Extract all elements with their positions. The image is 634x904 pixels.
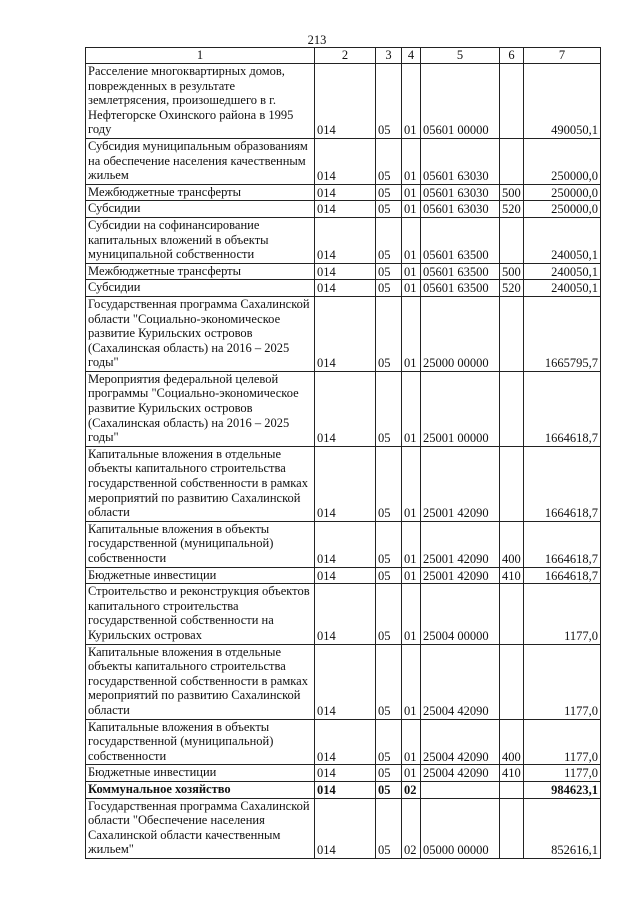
table-row xyxy=(86,371,601,446)
row-subsection-cell: 01 xyxy=(402,644,421,719)
row-subsection-cell: 01 xyxy=(402,567,421,584)
table-row xyxy=(86,719,601,765)
row-section-cell: 05 xyxy=(376,584,402,644)
row-admin-code-cell: 014 xyxy=(315,719,376,765)
header-cell-2: 2 xyxy=(315,48,376,64)
header-cell-7: 7 xyxy=(524,48,601,64)
row-admin-code-cell: 014 xyxy=(315,371,376,446)
row-section-cell: 05 xyxy=(376,521,402,567)
row-name-cell: Мероприятия федеральной целевой программы "Социально-экономическое развитие Курильских островов (Сахалинская область) на 2016 – 2025 годы" xyxy=(86,371,315,446)
row-expense-type-cell: 410 xyxy=(500,567,524,584)
row-name-cell: Субсидии на софинансирование капитальных вложений в объекты муниципальной собственности xyxy=(86,217,315,263)
row-amount-cell: 1665795,7 xyxy=(524,296,601,371)
row-admin-code-cell: 014 xyxy=(315,64,376,139)
row-target-article-cell: 25001 42090 xyxy=(421,567,500,584)
row-expense-type-cell: 410 xyxy=(500,765,524,782)
row-expense-type-cell: 400 xyxy=(500,719,524,765)
row-amount-cell: 250000,0 xyxy=(524,201,601,218)
row-name-cell: Расселение многоквартирных домов, поврежденных в результате землетрясения, произошедшего в г. Нефтегорске Охинского района в 1995 году xyxy=(86,64,315,139)
row-section-cell: 05 xyxy=(376,798,402,858)
row-amount-cell: 240050,1 xyxy=(524,280,601,297)
row-section-cell: 05 xyxy=(376,184,402,201)
row-expense-type-cell xyxy=(500,371,524,446)
row-subsection-cell: 01 xyxy=(402,584,421,644)
row-target-article-cell: 25001 42090 xyxy=(421,446,500,521)
table-row xyxy=(86,263,601,280)
row-subsection-cell: 01 xyxy=(402,371,421,446)
row-subsection-cell: 01 xyxy=(402,201,421,218)
row-amount-cell: 250000,0 xyxy=(524,138,601,184)
table-row xyxy=(86,644,601,719)
row-name-cell: Субсидии xyxy=(86,201,315,218)
row-admin-code-cell: 014 xyxy=(315,521,376,567)
row-admin-code-cell: 014 xyxy=(315,765,376,782)
row-admin-code-cell: 014 xyxy=(315,138,376,184)
row-name-cell: Государственная программа Сахалинской области "Обеспечение населения Сахалинской области качественным жильем" xyxy=(86,798,315,858)
row-amount-cell: 1177,0 xyxy=(524,644,601,719)
row-amount-cell: 1664618,7 xyxy=(524,371,601,446)
row-amount-cell: 1664618,7 xyxy=(524,446,601,521)
table-row xyxy=(86,765,601,782)
row-admin-code-cell: 014 xyxy=(315,280,376,297)
table-row xyxy=(86,584,601,644)
row-name-cell: Бюджетные инвестиции xyxy=(86,765,315,782)
row-expense-type-cell xyxy=(500,798,524,858)
row-amount-cell: 250000,0 xyxy=(524,184,601,201)
row-target-article-cell xyxy=(421,781,500,798)
budget-table xyxy=(85,47,601,859)
row-section-cell: 05 xyxy=(376,719,402,765)
row-amount-cell: 490050,1 xyxy=(524,64,601,139)
table-row xyxy=(86,217,601,263)
row-section-cell: 05 xyxy=(376,296,402,371)
row-target-article-cell: 05601 63500 xyxy=(421,263,500,280)
row-subsection-cell: 01 xyxy=(402,765,421,782)
row-section-cell: 05 xyxy=(376,781,402,798)
row-name-cell: Межбюджетные трансферты xyxy=(86,184,315,201)
row-target-article-cell: 25004 00000 xyxy=(421,584,500,644)
row-admin-code-cell: 014 xyxy=(315,798,376,858)
row-expense-type-cell xyxy=(500,584,524,644)
row-expense-type-cell xyxy=(500,64,524,139)
row-admin-code-cell: 014 xyxy=(315,217,376,263)
row-subsection-cell: 02 xyxy=(402,781,421,798)
row-amount-cell: 1664618,7 xyxy=(524,567,601,584)
row-expense-type-cell xyxy=(500,217,524,263)
page-number: 213 xyxy=(307,33,327,47)
row-amount-cell: 240050,1 xyxy=(524,217,601,263)
row-admin-code-cell: 014 xyxy=(315,201,376,218)
row-admin-code-cell: 014 xyxy=(315,584,376,644)
row-name-cell: Бюджетные инвестиции xyxy=(86,567,315,584)
row-subsection-cell: 01 xyxy=(402,521,421,567)
row-subsection-cell: 01 xyxy=(402,296,421,371)
row-target-article-cell: 05601 63500 xyxy=(421,217,500,263)
row-expense-type-cell: 520 xyxy=(500,201,524,218)
row-target-article-cell: 05601 00000 xyxy=(421,64,500,139)
table-row xyxy=(86,184,601,201)
row-section-cell: 05 xyxy=(376,201,402,218)
row-section-cell: 05 xyxy=(376,138,402,184)
row-admin-code-cell: 014 xyxy=(315,296,376,371)
row-subsection-cell: 01 xyxy=(402,446,421,521)
row-target-article-cell: 25001 00000 xyxy=(421,371,500,446)
row-section-cell: 05 xyxy=(376,765,402,782)
row-admin-code-cell: 014 xyxy=(315,567,376,584)
row-amount-cell: 984623,1 xyxy=(524,781,601,798)
row-amount-cell: 1664618,7 xyxy=(524,521,601,567)
row-section-cell: 05 xyxy=(376,644,402,719)
row-amount-cell: 1177,0 xyxy=(524,765,601,782)
row-name-cell: Капитальные вложения в отдельные объекты капитального строительства государственной собственности в рамках мероприятий по развитию Сахалинской области xyxy=(86,644,315,719)
row-admin-code-cell: 014 xyxy=(315,781,376,798)
row-expense-type-cell: 400 xyxy=(500,521,524,567)
row-subsection-cell: 01 xyxy=(402,217,421,263)
table-row xyxy=(86,280,601,297)
row-subsection-cell: 02 xyxy=(402,798,421,858)
row-section-cell: 05 xyxy=(376,280,402,297)
row-amount-cell: 1177,0 xyxy=(524,719,601,765)
row-name-cell: Коммунальное хозяйство xyxy=(86,781,315,798)
row-section-cell: 05 xyxy=(376,446,402,521)
table-row xyxy=(86,567,601,584)
table-header-row xyxy=(86,48,601,64)
row-target-article-cell: 25001 42090 xyxy=(421,521,500,567)
row-target-article-cell: 05601 63030 xyxy=(421,138,500,184)
row-subsection-cell: 01 xyxy=(402,184,421,201)
row-section-cell: 05 xyxy=(376,217,402,263)
row-name-cell: Государственная программа Сахалинской области "Социально-экономическое развитие Курильских островов (Сахалинская область) на 2016 – 2025 годы" xyxy=(86,296,315,371)
row-target-article-cell: 05601 63030 xyxy=(421,184,500,201)
header-cell-4: 4 xyxy=(402,48,421,64)
row-target-article-cell: 05601 63500 xyxy=(421,280,500,297)
table-row xyxy=(86,296,601,371)
row-admin-code-cell: 014 xyxy=(315,446,376,521)
table-row xyxy=(86,201,601,218)
row-expense-type-cell xyxy=(500,446,524,521)
row-name-cell: Капитальные вложения в объекты государственной (муниципальной) собственности xyxy=(86,719,315,765)
table-row xyxy=(86,446,601,521)
row-section-cell: 05 xyxy=(376,263,402,280)
table-row xyxy=(86,781,601,798)
row-expense-type-cell: 500 xyxy=(500,263,524,280)
row-subsection-cell: 01 xyxy=(402,138,421,184)
header-cell-1: 1 xyxy=(86,48,315,64)
table-row xyxy=(86,521,601,567)
row-subsection-cell: 01 xyxy=(402,280,421,297)
row-expense-type-cell xyxy=(500,296,524,371)
row-amount-cell: 240050,1 xyxy=(524,263,601,280)
table-row xyxy=(86,138,601,184)
row-name-cell: Капитальные вложения в отдельные объекты капитального строительства государственной собственности в рамках мероприятий по развитию Сахалинской области xyxy=(86,446,315,521)
row-section-cell: 05 xyxy=(376,371,402,446)
row-admin-code-cell: 014 xyxy=(315,184,376,201)
table-row xyxy=(86,798,601,858)
row-target-article-cell: 25004 42090 xyxy=(421,719,500,765)
row-name-cell: Капитальные вложения в объекты государственной (муниципальной) собственности xyxy=(86,521,315,567)
row-subsection-cell: 01 xyxy=(402,64,421,139)
row-expense-type-cell xyxy=(500,644,524,719)
row-subsection-cell: 01 xyxy=(402,263,421,280)
row-admin-code-cell: 014 xyxy=(315,644,376,719)
row-target-article-cell: 25004 42090 xyxy=(421,644,500,719)
row-target-article-cell: 05601 63030 xyxy=(421,201,500,218)
row-expense-type-cell: 500 xyxy=(500,184,524,201)
row-expense-type-cell xyxy=(500,138,524,184)
row-target-article-cell: 25004 42090 xyxy=(421,765,500,782)
row-admin-code-cell: 014 xyxy=(315,263,376,280)
row-name-cell: Строительство и реконструкция объектов капитального строительства государственной собственности на Курильских островах xyxy=(86,584,315,644)
row-amount-cell: 852616,1 xyxy=(524,798,601,858)
row-amount-cell: 1177,0 xyxy=(524,584,601,644)
row-target-article-cell: 05000 00000 xyxy=(421,798,500,858)
header-cell-3: 3 xyxy=(376,48,402,64)
row-expense-type-cell xyxy=(500,781,524,798)
row-subsection-cell: 01 xyxy=(402,719,421,765)
row-section-cell: 05 xyxy=(376,64,402,139)
row-name-cell: Субсидии xyxy=(86,280,315,297)
row-target-article-cell: 25000 00000 xyxy=(421,296,500,371)
row-name-cell: Субсидия муниципальным образованиям на обеспечение населения качественным жильем xyxy=(86,138,315,184)
table-row xyxy=(86,64,601,139)
header-cell-5: 5 xyxy=(421,48,500,64)
row-name-cell: Межбюджетные трансферты xyxy=(86,263,315,280)
row-expense-type-cell: 520 xyxy=(500,280,524,297)
row-section-cell: 05 xyxy=(376,567,402,584)
header-cell-6: 6 xyxy=(500,48,524,64)
